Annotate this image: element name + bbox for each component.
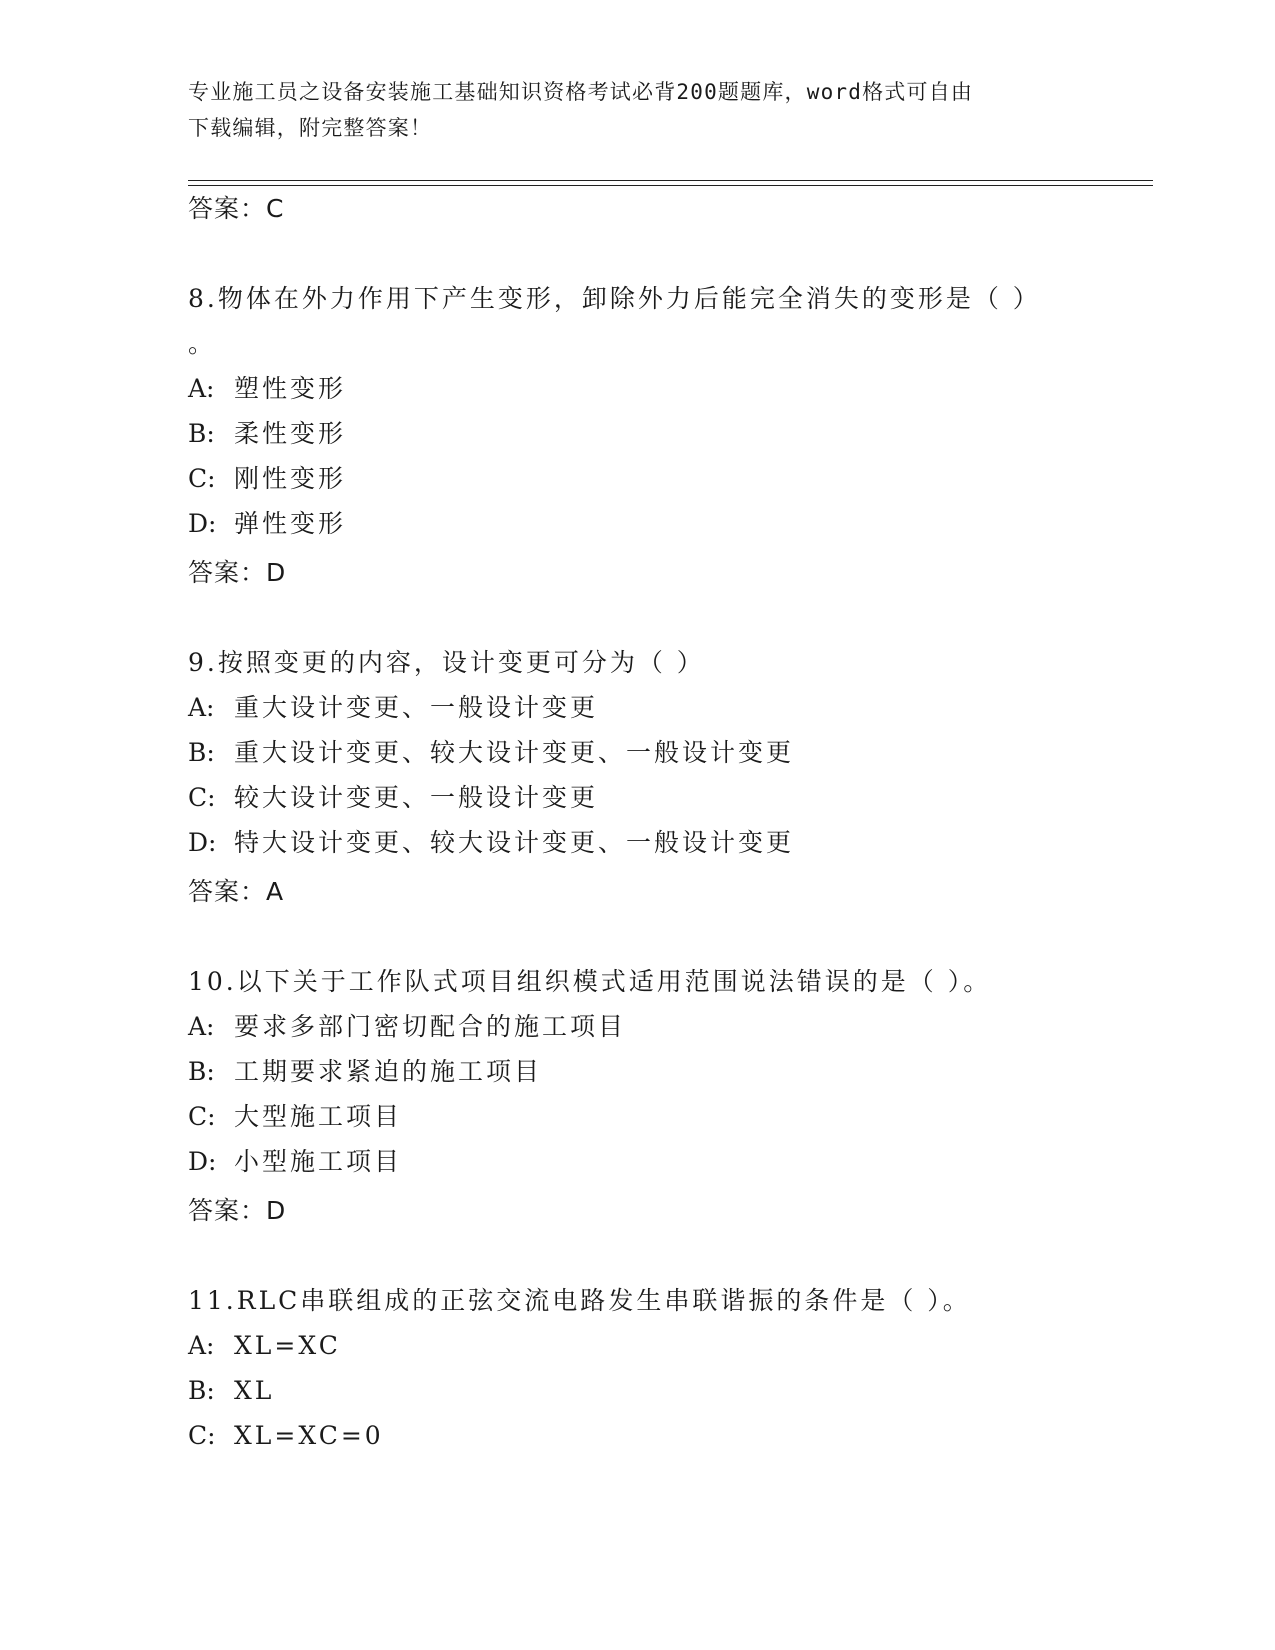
option-key: C: (188, 1102, 216, 1131)
option-key: D: (188, 1147, 217, 1176)
option-text: 重大设计变更、较大设计变更、一般设计变更 (234, 738, 795, 767)
option-a (188, 1004, 1088, 1049)
option-b (188, 1368, 1088, 1413)
option-text: 弹性变形 (234, 509, 347, 538)
option-text: XL (234, 1376, 275, 1405)
spacer (188, 595, 1088, 640)
option-b (188, 1049, 1088, 1094)
previous-answer: 答案：C (188, 194, 285, 223)
question-11 (188, 1278, 1088, 1458)
answer: 答案：A (188, 877, 285, 906)
option-d (188, 501, 1088, 546)
question-stem: 9.按照变更的内容，设计变更可分为（ ） (188, 648, 705, 677)
option-text: 工期要求紧迫的施工项目 (234, 1057, 543, 1086)
option-text: 大型施工项目 (234, 1102, 403, 1131)
answer: 答案：D (188, 558, 287, 587)
option-key: B: (188, 738, 215, 767)
option-text: 较大设计变更、一般设计变更 (234, 783, 599, 812)
option-a (188, 685, 1088, 730)
option-key: A: (188, 374, 215, 403)
option-text: 柔性变形 (234, 419, 347, 448)
header-title-line-1: 专业施工员之设备安装施工基础知识资格考试必背200题题库，word格式可自由 (188, 80, 974, 104)
option-text: 要求多部门密切配合的施工项目 (234, 1012, 627, 1041)
header-title-line-2: 下载编辑，附完整答案！ (188, 116, 433, 140)
option-text: 塑性变形 (234, 374, 347, 403)
page-header (188, 74, 1088, 146)
option-b (188, 411, 1088, 456)
option-text: 特大设计变更、较大设计变更、一般设计变更 (234, 828, 795, 857)
question-8 (188, 276, 1088, 595)
option-key: B: (188, 1376, 215, 1405)
document-body (188, 186, 1088, 1458)
spacer (188, 231, 1088, 276)
option-c (188, 1413, 1088, 1458)
option-text: XL=XC=0 (234, 1421, 384, 1450)
option-text: 小型施工项目 (234, 1147, 403, 1176)
question-10 (188, 959, 1088, 1233)
question-stem: 10.以下关于工作队式项目组织模式适用范围说法错误的是（ ）。 (188, 967, 992, 996)
question-9 (188, 640, 1088, 914)
option-text: 重大设计变更、一般设计变更 (234, 693, 599, 722)
answer: 答案：D (188, 1196, 287, 1225)
question-stem-continuation: 。 (188, 329, 217, 358)
option-d (188, 1139, 1088, 1184)
option-key: B: (188, 419, 215, 448)
option-key: D: (188, 828, 217, 857)
option-text: 刚性变形 (234, 464, 347, 493)
spacer (188, 914, 1088, 959)
option-c (188, 456, 1088, 501)
option-key: C: (188, 1421, 216, 1450)
question-stem: 11.RLC串联组成的正弦交流电路发生串联谐振的条件是（ ）。 (188, 1286, 971, 1315)
option-c (188, 775, 1088, 820)
option-text: XL=XC (234, 1331, 341, 1360)
option-key: D: (188, 509, 217, 538)
option-c (188, 1094, 1088, 1139)
spacer (188, 1233, 1088, 1278)
option-d (188, 820, 1088, 865)
option-key: B: (188, 1057, 215, 1086)
option-key: A: (188, 1012, 215, 1041)
option-a (188, 1323, 1088, 1368)
option-b (188, 730, 1088, 775)
option-key: C: (188, 783, 216, 812)
question-stem: 8.物体在外力作用下产生变形，卸除外力后能完全消失的变形是（ ） (188, 284, 1041, 313)
option-key: C: (188, 464, 216, 493)
option-key: A: (188, 1331, 215, 1360)
header-divider-top (188, 180, 1153, 181)
option-a (188, 366, 1088, 411)
option-key: A: (188, 693, 215, 722)
